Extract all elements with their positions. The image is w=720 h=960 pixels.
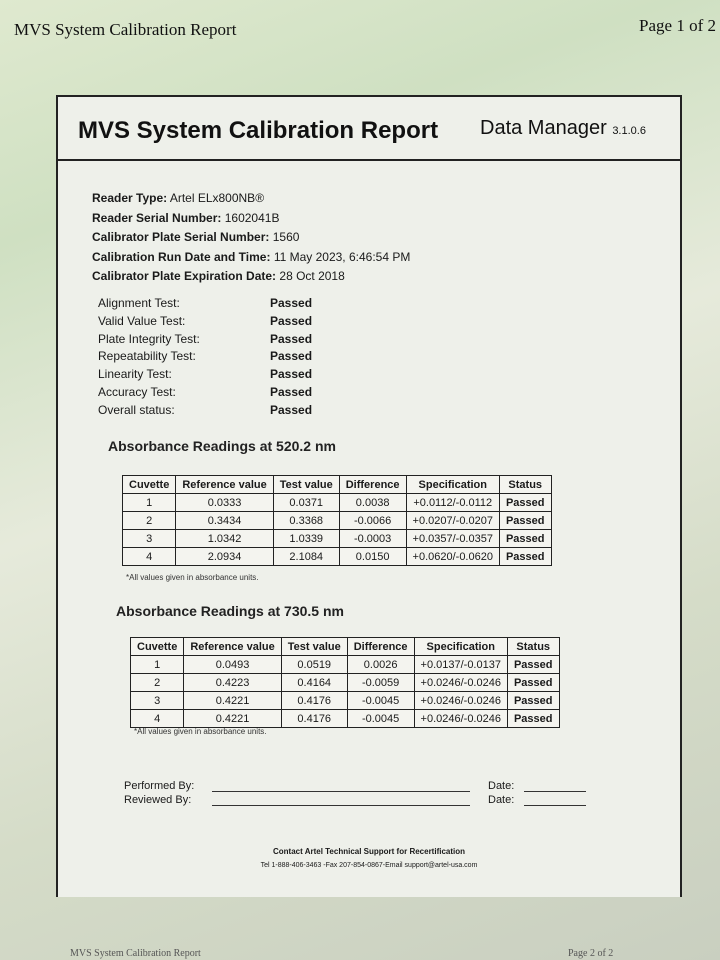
report-title-bar bbox=[58, 97, 680, 161]
cell-specification: +0.0246/-0.0246 bbox=[414, 674, 507, 692]
cell-reference: 1.0342 bbox=[176, 530, 273, 548]
info-label: Calibrator Plate Serial Number: bbox=[92, 230, 270, 244]
cell-test: 0.0371 bbox=[273, 494, 339, 512]
cell-cuvette: 4 bbox=[123, 548, 176, 566]
cell-status: Passed bbox=[507, 674, 559, 692]
test-label: Alignment Test: bbox=[98, 296, 180, 310]
cell-difference: 0.0150 bbox=[339, 548, 406, 566]
cell-status: Passed bbox=[507, 710, 559, 728]
column-header: Test value bbox=[281, 638, 347, 656]
info-label: Reader Type: bbox=[92, 191, 168, 205]
next-page-header-title: MVS System Calibration Report bbox=[70, 948, 201, 959]
test-status: Passed bbox=[270, 296, 313, 310]
cell-status: Passed bbox=[499, 494, 551, 512]
cell-specification: +0.0620/-0.0620 bbox=[406, 548, 499, 566]
table2-title: Absorbance Readings at 730.5 nm bbox=[116, 603, 344, 619]
cell-reference: 0.4221 bbox=[184, 692, 281, 710]
table-row bbox=[131, 710, 560, 728]
print-header-page-number: Page 1 of 2 bbox=[639, 16, 716, 35]
test-label: Overall status: bbox=[98, 402, 175, 417]
cell-difference: -0.0045 bbox=[347, 710, 414, 728]
cell-specification: +0.0357/-0.0357 bbox=[406, 530, 499, 548]
cell-test: 2.1084 bbox=[273, 548, 339, 566]
cell-specification: +0.0137/-0.0137 bbox=[414, 656, 507, 674]
print-header-title: MVS System Calibration Report bbox=[14, 20, 237, 39]
info-value: 1560 bbox=[272, 230, 300, 244]
cell-cuvette: 3 bbox=[123, 530, 176, 548]
column-header: Cuvette bbox=[131, 638, 184, 656]
test-status: Passed bbox=[270, 402, 313, 417]
performed-by-label: Performed By: bbox=[124, 780, 195, 792]
table1-note: *All values given in absorbance units. bbox=[126, 573, 259, 582]
cell-specification: +0.0246/-0.0246 bbox=[414, 710, 507, 728]
contact-support-line: Contact Artel Technical Support for Recertification bbox=[272, 847, 466, 856]
contact-details-line: Tel 1-888-406-3463 -Fax 207-854-0867-Email support@artel-usa.com bbox=[260, 862, 478, 869]
cell-cuvette: 3 bbox=[131, 692, 184, 710]
performed-by-signature-line[interactable] bbox=[212, 791, 470, 792]
table-row bbox=[123, 494, 552, 512]
report-title: MVS System Calibration Report bbox=[78, 117, 439, 144]
info-label: Calibrator Plate Expiration Date: bbox=[92, 269, 277, 283]
cell-specification: +0.0112/-0.0112 bbox=[406, 494, 499, 512]
table-row bbox=[131, 674, 560, 692]
cell-status: Passed bbox=[507, 692, 559, 710]
cell-difference: -0.0059 bbox=[347, 674, 414, 692]
test-label: Plate Integrity Test: bbox=[98, 331, 200, 346]
next-page-number: Page 2 of 2 bbox=[568, 948, 614, 959]
cell-status: Passed bbox=[499, 512, 551, 530]
reader-info bbox=[92, 189, 410, 287]
cell-cuvette: 1 bbox=[123, 494, 176, 512]
cell-cuvette: 2 bbox=[123, 512, 176, 530]
info-row bbox=[92, 209, 410, 229]
report-subtitle bbox=[480, 117, 646, 140]
cell-status: Passed bbox=[499, 548, 551, 566]
cell-specification: +0.0246/-0.0246 bbox=[414, 692, 507, 710]
cell-reference: 2.0934 bbox=[176, 548, 273, 566]
table1-title: Absorbance Readings at 520.2 nm bbox=[108, 438, 336, 454]
table-header-row bbox=[123, 476, 552, 494]
cell-cuvette: 1 bbox=[131, 656, 184, 674]
test-status: Passed bbox=[270, 331, 313, 346]
cell-difference: -0.0045 bbox=[347, 692, 414, 710]
date-line[interactable] bbox=[524, 805, 586, 806]
cell-test: 0.4176 bbox=[281, 692, 347, 710]
test-row bbox=[98, 366, 312, 384]
column-header: Reference value bbox=[184, 638, 281, 656]
cell-specification: +0.0207/-0.0207 bbox=[406, 512, 499, 530]
cell-difference: 0.0026 bbox=[347, 656, 414, 674]
cell-reference: 0.0333 bbox=[176, 494, 273, 512]
absorbance-table-730 bbox=[130, 637, 560, 728]
test-status: Passed bbox=[270, 349, 313, 364]
cell-reference: 0.3434 bbox=[176, 512, 273, 530]
table-row bbox=[131, 692, 560, 710]
cell-test: 0.4164 bbox=[281, 674, 347, 692]
info-label: Calibration Run Date and Time: bbox=[92, 249, 271, 264]
table-row bbox=[123, 530, 552, 548]
cell-difference: -0.0003 bbox=[339, 530, 406, 548]
report-page bbox=[56, 95, 682, 897]
cell-test: 0.3368 bbox=[273, 512, 339, 530]
cell-test: 0.4176 bbox=[281, 710, 347, 728]
date-label: Date: bbox=[488, 794, 515, 806]
column-header: Specification bbox=[414, 638, 507, 656]
column-header: Difference bbox=[347, 638, 414, 656]
reviewed-by-row bbox=[124, 793, 594, 807]
cell-cuvette: 2 bbox=[131, 674, 184, 692]
column-header: Reference value bbox=[176, 476, 273, 494]
absorbance-table-520 bbox=[122, 475, 552, 566]
cell-reference: 0.0493 bbox=[184, 656, 281, 674]
test-label: Linearity Test: bbox=[98, 367, 172, 382]
performed-by-row bbox=[124, 779, 594, 793]
table2-note: *All values given in absorbance units. bbox=[134, 727, 267, 736]
date-line[interactable] bbox=[524, 791, 586, 792]
reviewed-by-label: Reviewed By: bbox=[124, 794, 192, 806]
test-row bbox=[98, 348, 312, 366]
column-header: Cuvette bbox=[123, 476, 176, 494]
test-row bbox=[98, 384, 312, 402]
table-header-row bbox=[131, 638, 560, 656]
info-row bbox=[92, 248, 410, 268]
test-row bbox=[98, 402, 312, 420]
test-results bbox=[98, 295, 312, 420]
cell-cuvette: 4 bbox=[131, 710, 184, 728]
info-row bbox=[92, 228, 410, 248]
column-header: Specification bbox=[406, 476, 499, 494]
info-label: Reader Serial Number: bbox=[92, 210, 222, 225]
info-row bbox=[92, 267, 410, 287]
test-label: Accuracy Test: bbox=[98, 384, 176, 399]
cell-status: Passed bbox=[499, 530, 551, 548]
test-status: Passed bbox=[270, 367, 313, 382]
column-header: Status bbox=[499, 476, 551, 494]
info-value: 28 Oct 2018 bbox=[279, 269, 345, 283]
info-value: 1602041B bbox=[224, 210, 280, 225]
test-label: Valid Value Test: bbox=[98, 313, 186, 328]
test-row bbox=[98, 331, 312, 349]
info-value: 11 May 2023, 6:46:54 PM bbox=[273, 249, 411, 264]
data-manager-label: Data Manager bbox=[480, 117, 607, 139]
column-header: Test value bbox=[273, 476, 339, 494]
table-row bbox=[123, 548, 552, 566]
table-row bbox=[131, 656, 560, 674]
signoff-block bbox=[124, 779, 594, 807]
test-row bbox=[98, 313, 312, 331]
column-header: Status bbox=[507, 638, 559, 656]
date-label: Date: bbox=[488, 780, 515, 792]
reviewed-by-signature-line[interactable] bbox=[212, 805, 470, 806]
test-status: Passed bbox=[270, 313, 313, 328]
test-row bbox=[98, 295, 312, 313]
cell-difference: 0.0038 bbox=[339, 494, 406, 512]
cell-reference: 0.4221 bbox=[184, 710, 281, 728]
info-row bbox=[92, 189, 410, 209]
column-header: Difference bbox=[339, 476, 406, 494]
test-status: Passed bbox=[270, 384, 313, 399]
cell-reference: 0.4223 bbox=[184, 674, 281, 692]
info-value: Artel ELx800NB® bbox=[169, 191, 265, 205]
version-number: 3.1.0.6 bbox=[612, 125, 646, 137]
cell-difference: -0.0066 bbox=[339, 512, 406, 530]
cell-test: 0.0519 bbox=[281, 656, 347, 674]
cell-status: Passed bbox=[507, 656, 559, 674]
table-row bbox=[123, 512, 552, 530]
cell-test: 1.0339 bbox=[273, 530, 339, 548]
test-label: Repeatability Test: bbox=[98, 349, 196, 364]
